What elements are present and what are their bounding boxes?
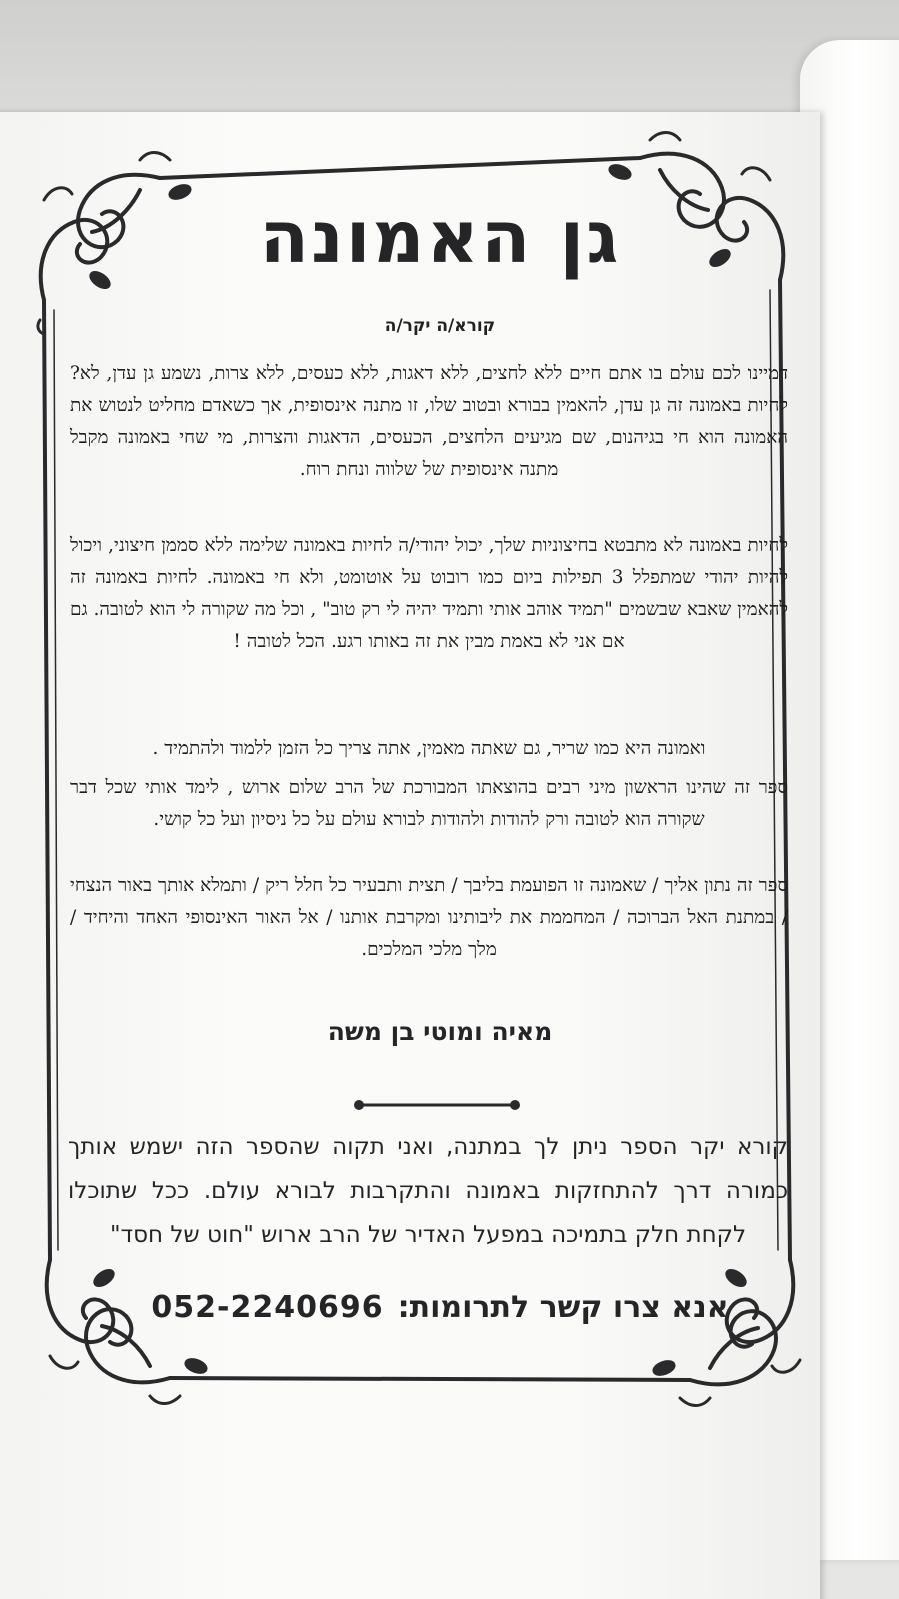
paragraph-first-book: ספר זה שהינו הראשון מיני רבים בהוצאתו המבורכת של הרב שלום ארוש , לימד אותי שכל דבר שקורה הוא לטובה ורק להודות ולהודות לבורא עולם על כל ניסיון ועל כל קושי. (70, 777, 788, 830)
frame-left-line (44, 300, 50, 1260)
ornamental-corner-icon (47, 1260, 207, 1404)
book-title: גן האמונה (259, 195, 621, 279)
ornamental-divider-icon (352, 1098, 522, 1112)
donation-phone-number: 052-2240696 (151, 1290, 384, 1325)
frame-bottom-line (170, 1378, 690, 1380)
ornamental-corner-icon (653, 1260, 800, 1406)
donation-contact-label: אנא צרו קשר לתרומות: (397, 1290, 729, 1325)
greeting-heading: קורא/ה יקר/ה (384, 316, 496, 336)
dedication-signature: מאיה ומוטי בן משה (327, 1017, 553, 1046)
frame-top-line (160, 158, 640, 178)
paragraph-poem: ספר זה נתון אליך / שאמונה זו הפועמת בליבך / תצית ותבעיר כל חלל ריק / ותמלא אותך באור הנצחי / במתנת האל הברוכה / המחממת את ליבותינו ומקרבת אותנו / אל האור האינסופי האחד והיחיד / מלך מלכי המלכים. (70, 875, 788, 960)
paragraph-living-faith: לחיות באמונה לא מתבטא בחיצוניות שלך, יכול יהודי/ה לחיות באמונה שלימה ללא סממן חיצוני, ויכול להיות יהודי שמתפלל 3 תפילות ביום כמו רובוט על אוטומט, ולא חי באמונה. לחיות באמונה זה להאמין שאבא שבשמים "תמיד אוהב אותי ותמיד יהיה לי רק טוב" , וכל מה שקורה לי הוא לטובה. גם אם אני לא באמת מבין את זה באותו רגע. הכל לטובה ! (70, 535, 788, 652)
gift-message: קורא יקר הספר ניתן לך במתנה, ואני תקוה שהספר הזה ישמש אותך כמורה דרך להתחזקות באמונה והתקרבות לבורא עולם. ככל שתוכלו לקחת חלק בתמיכה במפעל האדיר של הרב ארוש "חוט של חסד" (68, 1134, 788, 1248)
paragraph-muscle: ואמונה היא כמו שריר, גם שאתה מאמין, אתה צריך כל הזמן ללמוד ולהתמיד . (152, 738, 706, 759)
paragraph-dream: דמיינו לכם עולם בו אתם חיים ללא לחצים, ללא דאגות, ללא כעסים, ללא צרות, נשמע גן עדן, לא? לחיות באמונה זה גן עדן, להאמין בבורא ובטוב שלו, זו מתנה אינסופית, אך כשאדם מחליט לנטוש את האמונה הוא חי בגיהנום, שם מגיעים הלחצים, הכעסים, הדאגות והצרות, מי שחי באמונה מקבל מתנה אינסופית של שלווה ונחת רוח. (70, 363, 788, 480)
donation-contact (40, 1290, 840, 1325)
